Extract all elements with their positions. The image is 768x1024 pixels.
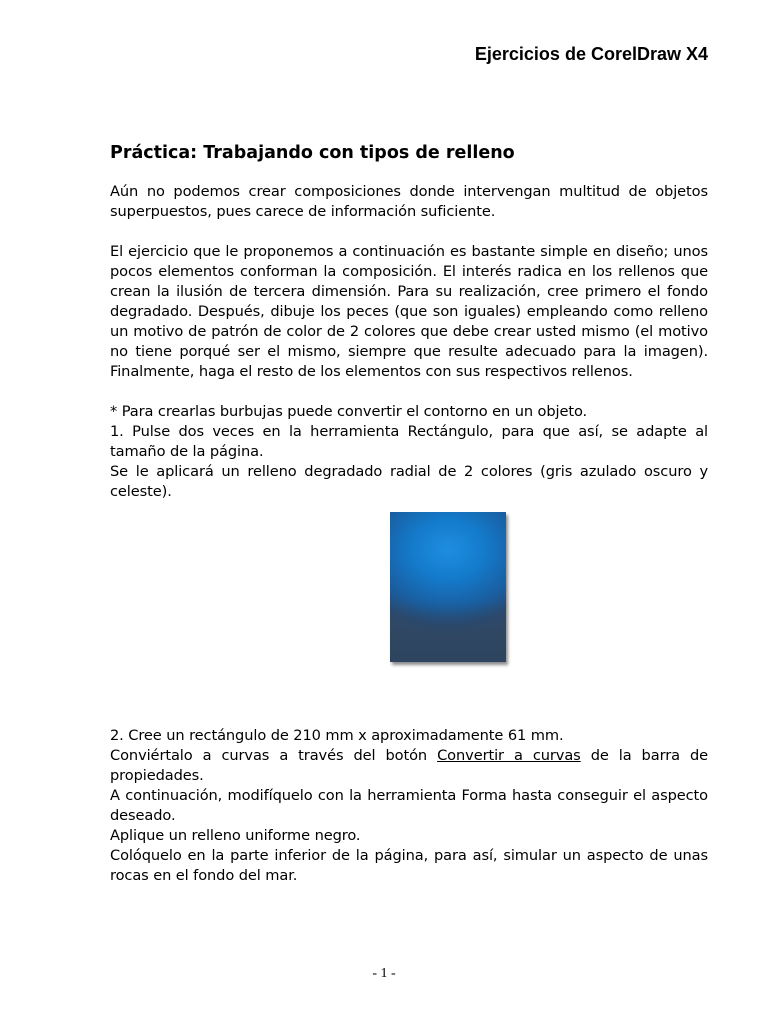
step-1-suffix: para que así, se adapte al tamaño de la página. [110,423,708,460]
bubbles-note: * Para crearlas burbujas puede convertir el contorno en un objeto. [110,403,588,420]
shape-tool-keyword: Forma [461,787,507,804]
step-1-prefix: 1. Pulse dos veces en la herramienta [110,423,408,440]
document-body [110,142,708,886]
section-title: Práctica: Trabajando con tipos de relleno [110,143,515,163]
convert-to-curves-keyword: Convertir a curvas [437,747,581,764]
step-2-shape-prefix: A continuación, modifíquelo con la herramienta [110,787,462,804]
paragraph-spacer [110,222,708,242]
rectangle-tool-keyword: Rectángulo, [407,423,494,440]
step-2-placement: Colóquelo en la parte inferior de la página, para así, simular un aspecto de unas rocas en el fondo del mar. [110,847,708,884]
step-1-instruction [110,422,708,462]
step-1-fill-description: Se le aplicará un relleno degradado radial de 2 colores (gris azulado oscuro y celeste). [110,463,708,500]
exercise-description-paragraph: El ejercicio que le proponemos a continuación es bastante simple en diseño; unos pocos elementos conforman la composición. El interés radica en los rellenos que crean la ilusión de tercera dimensión. Para su realización, cree primero el fondo degradado. Después, dibuje los peces (que son iguales) empleando como relleno un motivo de patrón de color de 2 colores que debe crear usted mismo (el motivo no tiene porqué ser el mismo, siempre que resulte adecuado para la imagen). Finalmente, haga el resto de los elementos con sus respectivos rellenos. [110,243,708,380]
document-header-title: Ejercicios de CorelDraw X4 [474,44,708,64]
step-2-convert-curves [110,746,708,786]
figure-container [110,502,708,726]
paragraph-spacer [110,382,708,402]
step-2-convert-prefix: Conviértalo a curvas a través del botón [110,747,438,764]
intro-paragraph: Aún no podemos crear composiciones donde intervengan multitud de objetos superpuestos, pues carece de información suficiente. [110,183,708,220]
step-2-instruction: 2. Cree un rectángulo de 210 mm x aproximadamente 61 mm. [110,727,564,744]
step-2-convert-suffix: de la barra de propiedades. [110,747,709,784]
radial-gradient-rectangle-image [390,512,506,662]
step-2-fill: Aplique un relleno uniforme negro. [110,827,361,844]
step-2-shape-tool [110,786,708,826]
page-number: - 1 - [372,966,396,981]
step-2-shape-suffix: hasta conseguir el aspecto deseado. [110,787,708,824]
